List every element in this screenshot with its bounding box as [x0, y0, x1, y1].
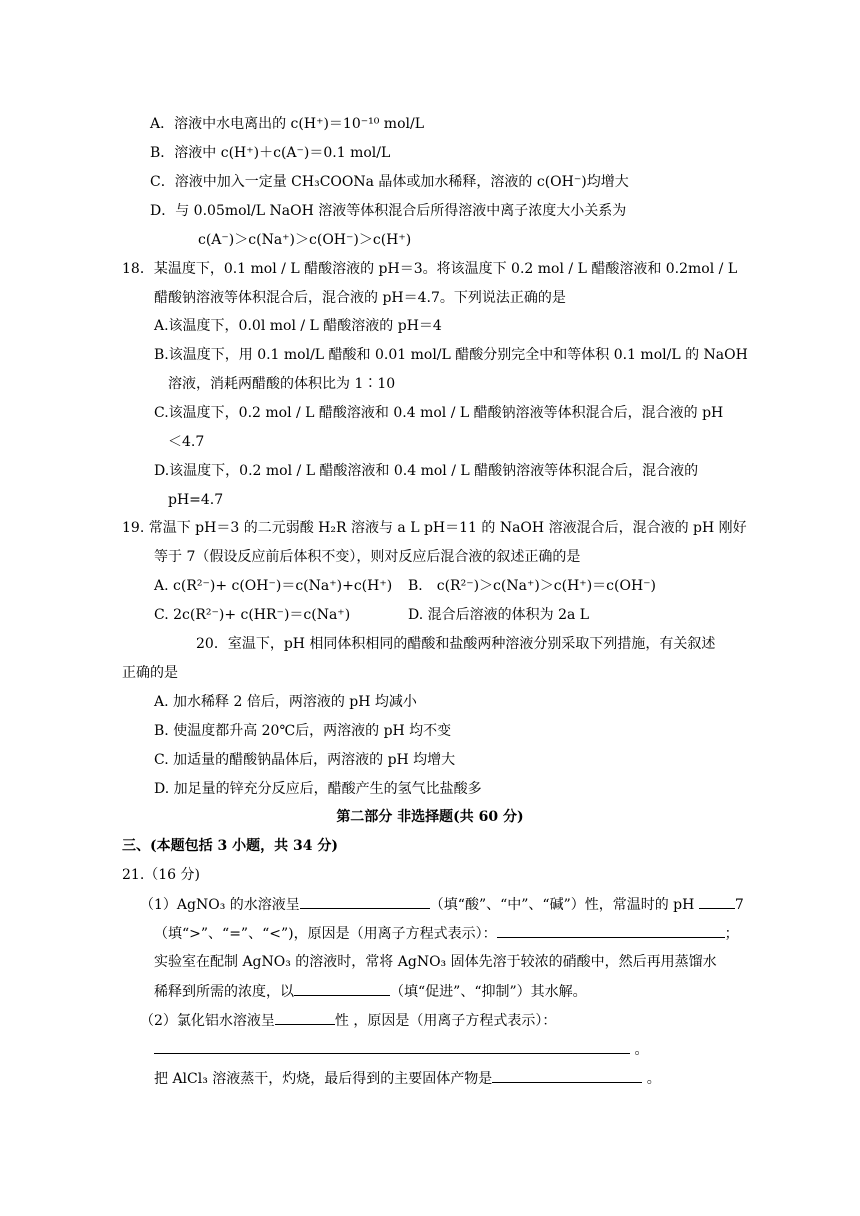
- q21-p1-text-b: （填“酸”、“中”、“碱”）性，常温时的 pH: [429, 897, 695, 913]
- q21-part1-line4: [154, 981, 587, 1002]
- answer-blank-ion-equation-2[interactable]: [154, 1039, 630, 1054]
- q19-option-c: C. 2c(R²⁻)+ c(HR⁻)＝c(Na⁺): [154, 607, 351, 623]
- q21-part3-line: [154, 1068, 661, 1089]
- q21-heading: 21.（16 分): [122, 867, 200, 883]
- q21-part1-line1: [140, 894, 744, 915]
- q20-option-a: A. 加水稀释 2 倍后，两溶液的 pH 均减小: [154, 694, 417, 710]
- q21-p1-text-h: （填“促进”、“抑制”）其水解。: [390, 984, 587, 1000]
- q18-option-a: A.该温度下，0.0l mol / L 醋酸溶液的 pH＝4: [154, 318, 442, 334]
- q21-p2-text-b: 性 ，原因是（用离子方程式表示）：: [334, 1013, 557, 1029]
- q20-stem-line2: 正确的是: [122, 665, 178, 681]
- q18-stem-line2: 醋酸钠溶液等体积混合后，混合液的 pH＝4.7。下列说法正确的是: [154, 290, 566, 306]
- q21-p3-text-b: 。: [646, 1071, 661, 1087]
- q18-option-d-line2: pH=4.7: [168, 492, 224, 508]
- q20-stem-line1: 20．室温下，pH 相同体积相同的醋酸和盐酸两种溶液分别采取下列措施，有关叙述: [196, 636, 716, 652]
- q18-option-d-line1: D.该温度下，0.2 mol / L 醋酸溶液和 0.4 mol / L 醋酸钠溶液等体积混合后，混合液的: [154, 463, 699, 479]
- q19-stem-line2: 等于 7（假设反应前后体积不变），则对反应后混合液的叙述正确的是: [154, 549, 581, 565]
- q21-p3-text-a: 把 AlCl₃ 溶液蒸干，灼烧，最后得到的主要固体产物是: [154, 1071, 493, 1087]
- answer-blank-ion-equation-1[interactable]: [497, 923, 725, 938]
- q19-stem-line1: 19. 常温下 pH＝3 的二元弱酸 H₂R 溶液与 a L pH＝11 的 NaOH 溶液混合后，混合液的 pH 刚好: [122, 520, 747, 536]
- answer-blank-solid-product[interactable]: [492, 1068, 642, 1083]
- q18-stem-line1: 18．某温度下，0.1 mol / L 醋酸溶液的 pH＝3。将该温度下 0.2 mol / L 醋酸溶液和 0.2mol / L: [122, 261, 738, 277]
- q21-p1-text-g: 稀释到所需的浓度，以: [154, 984, 294, 1000]
- answer-blank-ph-compare[interactable]: [699, 894, 735, 909]
- q21-p2-text-c: 。: [634, 1042, 649, 1058]
- answer-blank-alcl3-nature[interactable]: [275, 1010, 335, 1025]
- q17-option-d-relation: c(A⁻)＞c(Na⁺)＞c(OH⁻)＞c(H⁺): [198, 232, 412, 248]
- q20-option-c: C. 加适量的醋酸钠晶体后，两溶液的 pH 均增大: [154, 752, 456, 768]
- q21-p1-text-a: （1）AgNO₃ 的水溶液呈: [140, 897, 300, 913]
- q21-part1-line3: 实验室在配制 AgNO₃ 的溶液时，常将 AgNO₃ 固体先溶于较浓的硝酸中，然后再用蒸馏水: [154, 954, 717, 970]
- answer-blank-hydrolysis[interactable]: [294, 981, 390, 996]
- q21-p1-text-e: ；: [724, 926, 739, 942]
- q18-option-b-line2: 溶液，消耗两醋酸的体积比为 1∶10: [168, 376, 396, 392]
- q20-option-b: B. 使温度都升高 20℃后，两溶液的 pH 均不变: [154, 723, 452, 739]
- q18-option-c-line2: ＜4.7: [168, 434, 205, 450]
- q17-option-c: C．溶液中加入一定量 CH₃COONa 晶体或加水稀释，溶液的 c(OH⁻)均增大: [150, 174, 629, 190]
- section3-heading: 三、(本题包括 3 小题，共 34 分): [122, 838, 338, 854]
- q21-part2-line1: [140, 1010, 556, 1031]
- q19-option-a: A. c(R²⁻)+ c(OH⁻)＝c(Na⁺)+c(H⁺): [154, 578, 393, 594]
- q19-option-d: D. 混合后溶液的体积为 2a L: [408, 607, 590, 623]
- q17-option-b: B．溶液中 c(H⁺)＋c(A⁻)＝0.1 mol/L: [150, 145, 391, 161]
- q20-option-d: D. 加足量的锌充分反应后，醋酸产生的氢气比盐酸多: [154, 781, 482, 797]
- answer-blank-nature[interactable]: [300, 894, 430, 909]
- q21-p1-text-c: 7: [734, 897, 744, 913]
- q17-option-a: A．溶液中水电离出的 c(H⁺)＝10⁻¹⁰ mol/L: [150, 116, 424, 132]
- q21-part2-line2: [154, 1039, 648, 1060]
- q21-p1-text-d: （填“>”、“=”、“<”)，原因是（用离子方程式表示）：: [154, 926, 497, 942]
- q17-option-d: D．与 0.05mol/L NaOH 溶液等体积混合后所得溶液中离子浓度大小关系为: [150, 203, 627, 219]
- q18-option-b-line1: B.该温度下，用 0.1 mol/L 醋酸和 0.01 mol/L 醋酸分别完全中和等体积 0.1 mol/L 的 NaOH: [154, 347, 748, 363]
- q21-p2-text-a: （2）氯化铝水溶液呈: [140, 1013, 275, 1029]
- part2-title: 第二部分 非选择题(共 60 分): [336, 809, 524, 825]
- q19-option-b: B． c(R²⁻)＞c(Na⁺)＞c(H⁺)＝c(OH⁻): [408, 578, 657, 594]
- q21-part1-line2: [154, 923, 739, 944]
- q18-option-c-line1: C.该温度下，0.2 mol / L 醋酸溶液和 0.4 mol / L 醋酸钠溶液等体积混合后，混合液的 pH: [154, 405, 724, 421]
